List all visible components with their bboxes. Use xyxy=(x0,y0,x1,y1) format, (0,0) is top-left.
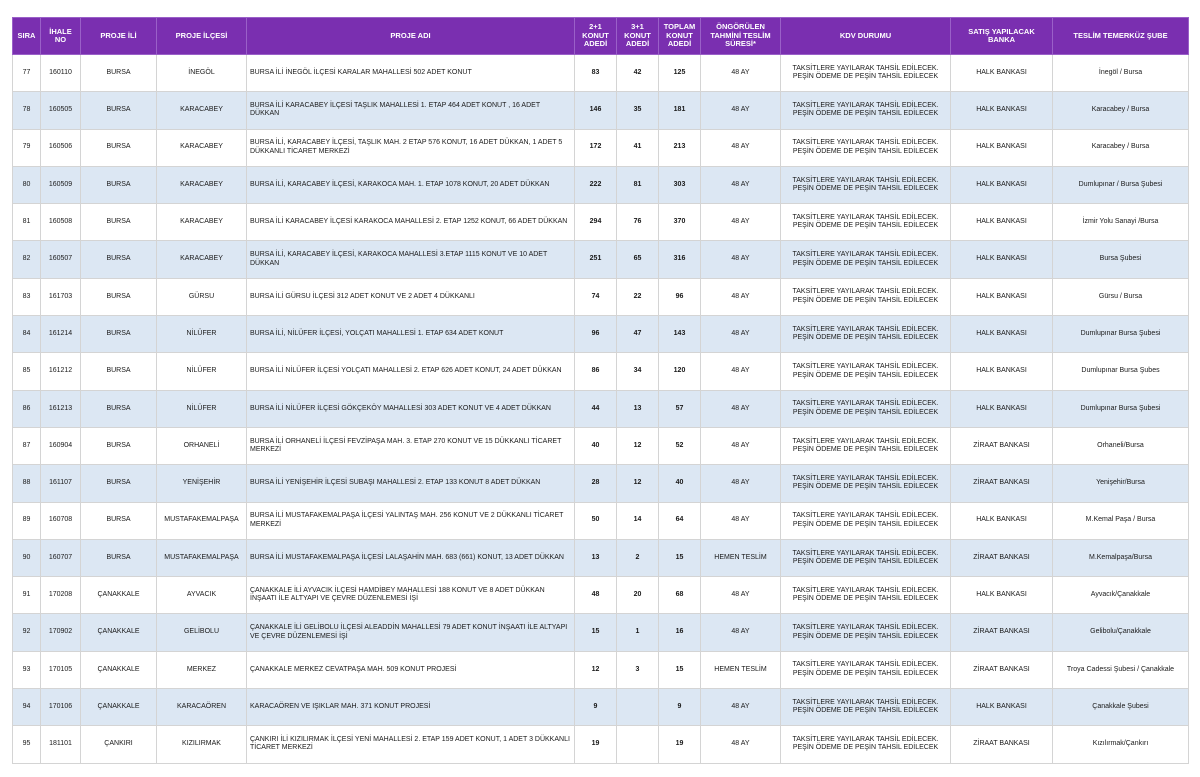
proje-ili-cell: BURSA xyxy=(81,241,157,278)
teslim-sube-cell: Kızılırmak/Çankırı xyxy=(1053,726,1189,763)
konut-3plus1-cell: 34 xyxy=(617,353,659,390)
teslim-sube-cell: Gelibolu/Çanakkale xyxy=(1053,614,1189,651)
teslim-sube-cell: Çanakkale Şubesi xyxy=(1053,689,1189,726)
proje-ili-cell: BURSA xyxy=(81,465,157,502)
project-table xyxy=(12,17,1189,764)
toplam-konut-cell: 15 xyxy=(659,539,701,576)
proje-ilcesi-cell: KARACABEY xyxy=(157,241,247,278)
satis-banka-cell: ZİRAAT BANKASI xyxy=(951,465,1053,502)
ihale-no-cell: 161213 xyxy=(41,390,81,427)
table-row xyxy=(13,316,1189,353)
proje-adi-cell: ÇANKIRI İLİ KIZILIRMAK İLÇESİ YENİ MAHALLESİ 2. ETAP 159 ADET KONUT, 1 ADET 3 DÜKKANLI TİCARET MERKEZİ xyxy=(247,726,575,763)
ihale-no-cell: 161212 xyxy=(41,353,81,390)
konut-3plus1-cell: 2 xyxy=(617,539,659,576)
table-row xyxy=(13,465,1189,502)
proje-ili-cell: BURSA xyxy=(81,92,157,129)
proje-ilcesi-cell: NİLÜFER xyxy=(157,316,247,353)
sira-cell: 92 xyxy=(13,614,41,651)
teslim-suresi-cell: 48 AY xyxy=(701,129,781,166)
proje-ilcesi-cell: KARACAÖREN xyxy=(157,689,247,726)
proje-ili-cell: BURSA xyxy=(81,502,157,539)
table-row xyxy=(13,278,1189,315)
satis-banka-cell: HALK BANKASI xyxy=(951,92,1053,129)
teslim-sube-cell: Bursa Şubesi xyxy=(1053,241,1189,278)
ihale-no-cell: 170105 xyxy=(41,651,81,688)
proje-adi-cell: BURSA İLİ GÜRSU İLÇESİ 312 ADET KONUT VE 2 ADET 4 DÜKKANLI xyxy=(247,278,575,315)
table-header-row xyxy=(13,18,1189,55)
table-row xyxy=(13,689,1189,726)
proje-ili-cell: BURSA xyxy=(81,427,157,464)
proje-ilcesi-cell: KARACABEY xyxy=(157,204,247,241)
col-teslim-suresi-header: ÖNGÖRÜLEN TAHMİNİ TESLİM SÜRESİ* xyxy=(701,18,781,55)
konut-2plus1-cell: 9 xyxy=(575,689,617,726)
toplam-konut-cell: 15 xyxy=(659,651,701,688)
proje-ili-cell: BURSA xyxy=(81,278,157,315)
toplam-konut-cell: 213 xyxy=(659,129,701,166)
proje-adi-cell: BURSA İLİ, KARACABEY İLÇESİ, KARAKOCA MAH. 1. ETAP 1078 KONUT, 20 ADET DÜKKAN xyxy=(247,166,575,203)
proje-ilcesi-cell: MUSTAFAKEMALPAŞA xyxy=(157,539,247,576)
col-3plus1-header: 3+1 KONUT ADEDİ xyxy=(617,18,659,55)
proje-ili-cell: BURSA xyxy=(81,166,157,203)
table-row xyxy=(13,92,1189,129)
konut-2plus1-cell: 44 xyxy=(575,390,617,427)
ihale-no-cell: 160508 xyxy=(41,204,81,241)
sira-cell: 83 xyxy=(13,278,41,315)
teslim-suresi-cell: 48 AY xyxy=(701,204,781,241)
teslim-suresi-cell: 48 AY xyxy=(701,92,781,129)
konut-3plus1-cell: 12 xyxy=(617,465,659,502)
proje-ilcesi-cell: GÜRSU xyxy=(157,278,247,315)
proje-ilcesi-cell: MUSTAFAKEMALPAŞA xyxy=(157,502,247,539)
proje-ili-cell: BURSA xyxy=(81,129,157,166)
teslim-sube-cell: Troya Cadessi Şubesi / Çanakkale xyxy=(1053,651,1189,688)
konut-2plus1-cell: 251 xyxy=(575,241,617,278)
col-sira-header: SIRA xyxy=(13,18,41,55)
konut-3plus1-cell: 1 xyxy=(617,614,659,651)
table-row xyxy=(13,427,1189,464)
teslim-sube-cell: Orhaneli/Bursa xyxy=(1053,427,1189,464)
konut-2plus1-cell: 12 xyxy=(575,651,617,688)
teslim-sube-cell: Dumlupınar / Bursa Şubesi xyxy=(1053,166,1189,203)
teslim-sube-cell: Dumlupınar Bursa Şubes xyxy=(1053,353,1189,390)
proje-ili-cell: BURSA xyxy=(81,353,157,390)
table-row xyxy=(13,204,1189,241)
toplam-konut-cell: 64 xyxy=(659,502,701,539)
satis-banka-cell: ZİRAAT BANKASI xyxy=(951,726,1053,763)
col-2plus1-header: 2+1 KONUT ADEDİ xyxy=(575,18,617,55)
teslim-suresi-cell: 48 AY xyxy=(701,55,781,92)
teslim-sube-cell: Karacabey / Bursa xyxy=(1053,129,1189,166)
table-row xyxy=(13,539,1189,576)
kdv-durumu-cell: TAKSİTLERE YAYILARAK TAHSİL EDİLECEK. PEŞİN ÖDEME DE PEŞİN TAHSİL EDİLECEK xyxy=(781,92,951,129)
table-row xyxy=(13,55,1189,92)
col-toplam-header: TOPLAM KONUT ADEDİ xyxy=(659,18,701,55)
ihale-no-cell: 181101 xyxy=(41,726,81,763)
kdv-durumu-cell: TAKSİTLERE YAYILARAK TAHSİL EDİLECEK. PEŞİN ÖDEME DE PEŞİN TAHSİL EDİLECEK xyxy=(781,502,951,539)
kdv-durumu-cell: TAKSİTLERE YAYILARAK TAHSİL EDİLECEK. PEŞİN ÖDEME DE PEŞİN TAHSİL EDİLECEK xyxy=(781,614,951,651)
konut-2plus1-cell: 172 xyxy=(575,129,617,166)
proje-ili-cell: BURSA xyxy=(81,316,157,353)
konut-3plus1-cell: 14 xyxy=(617,502,659,539)
col-teslim-sube-header: TESLİM TEMERKÜZ ŞUBE xyxy=(1053,18,1189,55)
konut-2plus1-cell: 222 xyxy=(575,166,617,203)
konut-2plus1-cell: 50 xyxy=(575,502,617,539)
sira-cell: 93 xyxy=(13,651,41,688)
teslim-suresi-cell: 48 AY xyxy=(701,241,781,278)
satis-banka-cell: HALK BANKASI xyxy=(951,278,1053,315)
sira-cell: 84 xyxy=(13,316,41,353)
konut-3plus1-cell: 47 xyxy=(617,316,659,353)
proje-ilcesi-cell: NİLÜFER xyxy=(157,390,247,427)
ihale-no-cell: 170902 xyxy=(41,614,81,651)
teslim-sube-cell: İzmir Yolu Sanayi /Bursa xyxy=(1053,204,1189,241)
kdv-durumu-cell: TAKSİTLERE YAYILARAK TAHSİL EDİLECEK. PEŞİN ÖDEME DE PEŞİN TAHSİL EDİLECEK xyxy=(781,539,951,576)
table-row xyxy=(13,577,1189,614)
toplam-konut-cell: 303 xyxy=(659,166,701,203)
konut-2plus1-cell: 83 xyxy=(575,55,617,92)
teslim-sube-cell: Ayvacık/Çanakkale xyxy=(1053,577,1189,614)
satis-banka-cell: HALK BANKASI xyxy=(951,577,1053,614)
proje-ili-cell: ÇANKIRI xyxy=(81,726,157,763)
kdv-durumu-cell: TAKSİTLERE YAYILARAK TAHSİL EDİLECEK. PEŞİN ÖDEME DE PEŞİN TAHSİL EDİLECEK xyxy=(781,390,951,427)
col-proje-adi-header: PROJE ADI xyxy=(247,18,575,55)
ihale-no-cell: 160507 xyxy=(41,241,81,278)
sira-cell: 89 xyxy=(13,502,41,539)
proje-ili-cell: BURSA xyxy=(81,539,157,576)
teslim-sube-cell: Dumlupınar Bursa Şubesi xyxy=(1053,316,1189,353)
table-body xyxy=(13,55,1189,764)
toplam-konut-cell: 57 xyxy=(659,390,701,427)
col-kdv-durumu-header: KDV DURUMU xyxy=(781,18,951,55)
proje-adi-cell: BURSA İLİ, NİLÜFER İLÇESİ, YOLÇATI MAHALLESİ 1. ETAP 634 ADET KONUT xyxy=(247,316,575,353)
ihale-no-cell: 160708 xyxy=(41,502,81,539)
konut-3plus1-cell: 3 xyxy=(617,651,659,688)
teslim-suresi-cell: 48 AY xyxy=(701,614,781,651)
toplam-konut-cell: 40 xyxy=(659,465,701,502)
konut-2plus1-cell: 96 xyxy=(575,316,617,353)
ihale-no-cell: 160707 xyxy=(41,539,81,576)
teslim-suresi-cell: HEMEN TESLİM xyxy=(701,651,781,688)
satis-banka-cell: HALK BANKASI xyxy=(951,166,1053,203)
toplam-konut-cell: 16 xyxy=(659,614,701,651)
toplam-konut-cell: 9 xyxy=(659,689,701,726)
konut-3plus1-cell: 76 xyxy=(617,204,659,241)
konut-2plus1-cell: 146 xyxy=(575,92,617,129)
ihale-no-cell: 161703 xyxy=(41,278,81,315)
teslim-suresi-cell: HEMEN TESLİM xyxy=(701,539,781,576)
konut-2plus1-cell: 28 xyxy=(575,465,617,502)
satis-banka-cell: HALK BANKASI xyxy=(951,353,1053,390)
konut-3plus1-cell: 20 xyxy=(617,577,659,614)
kdv-durumu-cell: TAKSİTLERE YAYILARAK TAHSİL EDİLECEK. PEŞİN ÖDEME DE PEŞİN TAHSİL EDİLECEK xyxy=(781,465,951,502)
konut-3plus1-cell: 65 xyxy=(617,241,659,278)
proje-ilcesi-cell: YENİŞEHİR xyxy=(157,465,247,502)
konut-3plus1-cell: 35 xyxy=(617,92,659,129)
sira-cell: 80 xyxy=(13,166,41,203)
teslim-sube-cell: Yenişehir/Bursa xyxy=(1053,465,1189,502)
konut-2plus1-cell: 40 xyxy=(575,427,617,464)
kdv-durumu-cell: TAKSİTLERE YAYILARAK TAHSİL EDİLECEK. PEŞİN ÖDEME DE PEŞİN TAHSİL EDİLECEK xyxy=(781,689,951,726)
proje-ili-cell: BURSA xyxy=(81,55,157,92)
proje-ilcesi-cell: ORHANELİ xyxy=(157,427,247,464)
proje-adi-cell: BURSA İLİ MUSTAFAKEMALPAŞA İLÇESİ YALINTAŞ MAH. 256 KONUT VE 2 DÜKKANLI TİCARET MERKEZİ xyxy=(247,502,575,539)
sira-cell: 77 xyxy=(13,55,41,92)
proje-ilcesi-cell: NİLÜFER xyxy=(157,353,247,390)
sira-cell: 78 xyxy=(13,92,41,129)
konut-3plus1-cell: 42 xyxy=(617,55,659,92)
konut-3plus1-cell xyxy=(617,689,659,726)
teslim-suresi-cell: 48 AY xyxy=(701,502,781,539)
sira-cell: 82 xyxy=(13,241,41,278)
toplam-konut-cell: 143 xyxy=(659,316,701,353)
proje-ilcesi-cell: GELİBOLU xyxy=(157,614,247,651)
teslim-suresi-cell: 48 AY xyxy=(701,278,781,315)
toplam-konut-cell: 370 xyxy=(659,204,701,241)
teslim-suresi-cell: 48 AY xyxy=(701,726,781,763)
sira-cell: 95 xyxy=(13,726,41,763)
toplam-konut-cell: 68 xyxy=(659,577,701,614)
konut-3plus1-cell: 22 xyxy=(617,278,659,315)
teslim-suresi-cell: 48 AY xyxy=(701,166,781,203)
konut-3plus1-cell: 13 xyxy=(617,390,659,427)
teslim-sube-cell: İnegöl / Bursa xyxy=(1053,55,1189,92)
konut-2plus1-cell: 15 xyxy=(575,614,617,651)
toplam-konut-cell: 52 xyxy=(659,427,701,464)
proje-adi-cell: BURSA İLİ, KARACABEY İLÇESİ, KARAKOCA MAHALLESİ 3.ETAP 1115 KONUT VE 10 ADET DÜKKAN xyxy=(247,241,575,278)
proje-adi-cell: BURSA İLİ NİLÜFER İLÇESİ GÖKÇEKÖY MAHALLESİ 303 ADET KONUT VE 4 ADET DÜKKAN xyxy=(247,390,575,427)
proje-ili-cell: ÇANAKKALE xyxy=(81,577,157,614)
teslim-suresi-cell: 48 AY xyxy=(701,390,781,427)
proje-adi-cell: BURSA İLİ İNEGÖL İLÇESİ KARALAR MAHALLESİ 502 ADET KONUT xyxy=(247,55,575,92)
ihale-no-cell: 160506 xyxy=(41,129,81,166)
satis-banka-cell: ZİRAAT BANKASI xyxy=(951,539,1053,576)
ihale-no-cell: 170208 xyxy=(41,577,81,614)
proje-adi-cell: BURSA İLİ ORHANELİ İLÇESİ FEVZİPAŞA MAH. 3. ETAP 270 KONUT VE 15 DÜKKANLI TİCARET MERKEZİ xyxy=(247,427,575,464)
proje-ilcesi-cell: MERKEZ xyxy=(157,651,247,688)
satis-banka-cell: ZİRAAT BANKASI xyxy=(951,651,1053,688)
table-row xyxy=(13,726,1189,763)
ihale-no-cell: 160904 xyxy=(41,427,81,464)
table-row xyxy=(13,651,1189,688)
kdv-durumu-cell: TAKSİTLERE YAYILARAK TAHSİL EDİLECEK. PEŞİN ÖDEME DE PEŞİN TAHSİL EDİLECEK xyxy=(781,577,951,614)
proje-ili-cell: ÇANAKKALE xyxy=(81,651,157,688)
table-row xyxy=(13,614,1189,651)
teslim-sube-cell: M.Kemal Paşa / Bursa xyxy=(1053,502,1189,539)
proje-ilcesi-cell: KARACABEY xyxy=(157,166,247,203)
toplam-konut-cell: 125 xyxy=(659,55,701,92)
table-row xyxy=(13,353,1189,390)
col-proje-ili-header: PROJE İLİ xyxy=(81,18,157,55)
kdv-durumu-cell: TAKSİTLERE YAYILARAK TAHSİL EDİLECEK. PEŞİN ÖDEME DE PEŞİN TAHSİL EDİLECEK xyxy=(781,129,951,166)
kdv-durumu-cell: TAKSİTLERE YAYILARAK TAHSİL EDİLECEK. PEŞİN ÖDEME DE PEŞİN TAHSİL EDİLECEK xyxy=(781,427,951,464)
satis-banka-cell: HALK BANKASI xyxy=(951,55,1053,92)
satis-banka-cell: HALK BANKASI xyxy=(951,129,1053,166)
proje-adi-cell: ÇANAKKALE İLİ AYVACIK İLÇESİ HAMDİBEY MAHALLESİ 188 KONUT VE 8 ADET DÜKKAN İNŞAATI İLE ALTYAPI VE ÇEVRE DÜZENLEMESİ İŞİ xyxy=(247,577,575,614)
proje-adi-cell: BURSA İLİ KARACABEY İLÇESİ TAŞLIK MAHALLESİ 1. ETAP 464 ADET KONUT , 16 ADET DÜKKAN xyxy=(247,92,575,129)
sira-cell: 81 xyxy=(13,204,41,241)
satis-banka-cell: ZİRAAT BANKASI xyxy=(951,427,1053,464)
teslim-suresi-cell: 48 AY xyxy=(701,427,781,464)
proje-adi-cell: BURSA İLİ, KARACABEY İLÇESİ, TAŞLIK MAH. 2 ETAP 576 KONUT, 16 ADET DÜKKAN, 1 ADET 5 DÜKKANLI TİCARET MERKEZİ xyxy=(247,129,575,166)
proje-ilcesi-cell: İNEGÖL xyxy=(157,55,247,92)
kdv-durumu-cell: TAKSİTLERE YAYILARAK TAHSİL EDİLECEK. PEŞİN ÖDEME DE PEŞİN TAHSİL EDİLECEK xyxy=(781,204,951,241)
proje-ili-cell: ÇANAKKALE xyxy=(81,614,157,651)
proje-ilcesi-cell: KIZILIRMAK xyxy=(157,726,247,763)
table-row xyxy=(13,502,1189,539)
satis-banka-cell: ZİRAAT BANKASI xyxy=(951,614,1053,651)
ihale-no-cell: 160505 xyxy=(41,92,81,129)
proje-adi-cell: ÇANAKKALE İLİ GELİBOLU İLÇESİ ALEADDİN MAHALLESİ 79 ADET KONUT İNŞAATI İLE ALTYAPI VE ÇEVRE DÜZENLEMESİ İŞİ xyxy=(247,614,575,651)
teslim-suresi-cell: 48 AY xyxy=(701,577,781,614)
col-banka-header: SATIŞ YAPILACAK BANKA xyxy=(951,18,1053,55)
teslim-suresi-cell: 48 AY xyxy=(701,465,781,502)
proje-ili-cell: BURSA xyxy=(81,390,157,427)
sira-cell: 85 xyxy=(13,353,41,390)
table-row xyxy=(13,241,1189,278)
sira-cell: 91 xyxy=(13,577,41,614)
toplam-konut-cell: 120 xyxy=(659,353,701,390)
proje-adi-cell: BURSA İLİ MUSTAFAKEMALPAŞA İLÇESİ LALAŞAHİN MAH. 683 (661) KONUT, 13 ADET DÜKKAN xyxy=(247,539,575,576)
satis-banka-cell: HALK BANKASI xyxy=(951,204,1053,241)
toplam-konut-cell: 316 xyxy=(659,241,701,278)
ihale-no-cell: 160110 xyxy=(41,55,81,92)
toplam-konut-cell: 19 xyxy=(659,726,701,763)
proje-ili-cell: BURSA xyxy=(81,204,157,241)
ihale-no-cell: 161107 xyxy=(41,465,81,502)
proje-ili-cell: ÇANAKKALE xyxy=(81,689,157,726)
project-table-container xyxy=(12,17,1189,764)
satis-banka-cell: HALK BANKASI xyxy=(951,502,1053,539)
proje-ilcesi-cell: KARACABEY xyxy=(157,92,247,129)
satis-banka-cell: HALK BANKASI xyxy=(951,241,1053,278)
kdv-durumu-cell: TAKSİTLERE YAYILARAK TAHSİL EDİLECEK. PEŞİN ÖDEME DE PEŞİN TAHSİL EDİLECEK xyxy=(781,166,951,203)
col-ihale-no-header: İHALE NO xyxy=(41,18,81,55)
sira-cell: 79 xyxy=(13,129,41,166)
kdv-durumu-cell: TAKSİTLERE YAYILARAK TAHSİL EDİLECEK. PEŞİN ÖDEME DE PEŞİN TAHSİL EDİLECEK xyxy=(781,241,951,278)
teslim-suresi-cell: 48 AY xyxy=(701,353,781,390)
toplam-konut-cell: 96 xyxy=(659,278,701,315)
satis-banka-cell: HALK BANKASI xyxy=(951,316,1053,353)
teslim-sube-cell: M.Kemalpaşa/Bursa xyxy=(1053,539,1189,576)
kdv-durumu-cell: TAKSİTLERE YAYILARAK TAHSİL EDİLECEK. PEŞİN ÖDEME DE PEŞİN TAHSİL EDİLECEK xyxy=(781,55,951,92)
sira-cell: 88 xyxy=(13,465,41,502)
col-proje-ilcesi-header: PROJE İLÇESİ xyxy=(157,18,247,55)
konut-2plus1-cell: 19 xyxy=(575,726,617,763)
konut-2plus1-cell: 294 xyxy=(575,204,617,241)
sira-cell: 90 xyxy=(13,539,41,576)
satis-banka-cell: HALK BANKASI xyxy=(951,390,1053,427)
table-row xyxy=(13,390,1189,427)
teslim-suresi-cell: 48 AY xyxy=(701,689,781,726)
proje-adi-cell: ÇANAKKALE MERKEZ CEVATPAŞA MAH. 509 KONUT PROJESİ xyxy=(247,651,575,688)
konut-3plus1-cell: 81 xyxy=(617,166,659,203)
teslim-sube-cell: Karacabey / Bursa xyxy=(1053,92,1189,129)
ihale-no-cell: 160509 xyxy=(41,166,81,203)
proje-ilcesi-cell: AYVACIK xyxy=(157,577,247,614)
konut-3plus1-cell: 12 xyxy=(617,427,659,464)
sira-cell: 86 xyxy=(13,390,41,427)
table-row xyxy=(13,129,1189,166)
kdv-durumu-cell: TAKSİTLERE YAYILARAK TAHSİL EDİLECEK. PEŞİN ÖDEME DE PEŞİN TAHSİL EDİLECEK xyxy=(781,278,951,315)
konut-2plus1-cell: 13 xyxy=(575,539,617,576)
proje-ilcesi-cell: KARACABEY xyxy=(157,129,247,166)
konut-3plus1-cell: 41 xyxy=(617,129,659,166)
konut-2plus1-cell: 48 xyxy=(575,577,617,614)
teslim-sube-cell: Dumlupınar Bursa Şubesi xyxy=(1053,390,1189,427)
sira-cell: 94 xyxy=(13,689,41,726)
table-row xyxy=(13,166,1189,203)
teslim-suresi-cell: 48 AY xyxy=(701,316,781,353)
konut-3plus1-cell xyxy=(617,726,659,763)
kdv-durumu-cell: TAKSİTLERE YAYILARAK TAHSİL EDİLECEK. PEŞİN ÖDEME DE PEŞİN TAHSİL EDİLECEK xyxy=(781,651,951,688)
kdv-durumu-cell: TAKSİTLERE YAYILARAK TAHSİL EDİLECEK. PEŞİN ÖDEME DE PEŞİN TAHSİL EDİLECEK xyxy=(781,353,951,390)
ihale-no-cell: 161214 xyxy=(41,316,81,353)
kdv-durumu-cell: TAKSİTLERE YAYILARAK TAHSİL EDİLECEK. PEŞİN ÖDEME DE PEŞİN TAHSİL EDİLECEK xyxy=(781,316,951,353)
toplam-konut-cell: 181 xyxy=(659,92,701,129)
konut-2plus1-cell: 74 xyxy=(575,278,617,315)
proje-adi-cell: KARACAÖREN VE IŞIKLAR MAH. 371 KONUT PROJESİ xyxy=(247,689,575,726)
teslim-sube-cell: Gürsu / Bursa xyxy=(1053,278,1189,315)
proje-adi-cell: BURSA İLİ KARACABEY İLÇESİ KARAKOCA MAHALLESİ 2. ETAP 1252 KONUT, 66 ADET DÜKKAN xyxy=(247,204,575,241)
kdv-durumu-cell: TAKSİTLERE YAYILARAK TAHSİL EDİLECEK. PEŞİN ÖDEME DE PEŞİN TAHSİL EDİLECEK xyxy=(781,726,951,763)
proje-adi-cell: BURSA İLİ YENİŞEHİR İLÇESİ SUBAŞI MAHALLESİ 2. ETAP 133 KONUT 8 ADET DÜKKAN xyxy=(247,465,575,502)
satis-banka-cell: HALK BANKASI xyxy=(951,689,1053,726)
proje-adi-cell: BURSA İLİ NİLÜFER İLÇESİ YOLÇATI MAHALLESİ 2. ETAP 626 ADET KONUT, 24 ADET DÜKKAN xyxy=(247,353,575,390)
konut-2plus1-cell: 86 xyxy=(575,353,617,390)
sira-cell: 87 xyxy=(13,427,41,464)
ihale-no-cell: 170106 xyxy=(41,689,81,726)
